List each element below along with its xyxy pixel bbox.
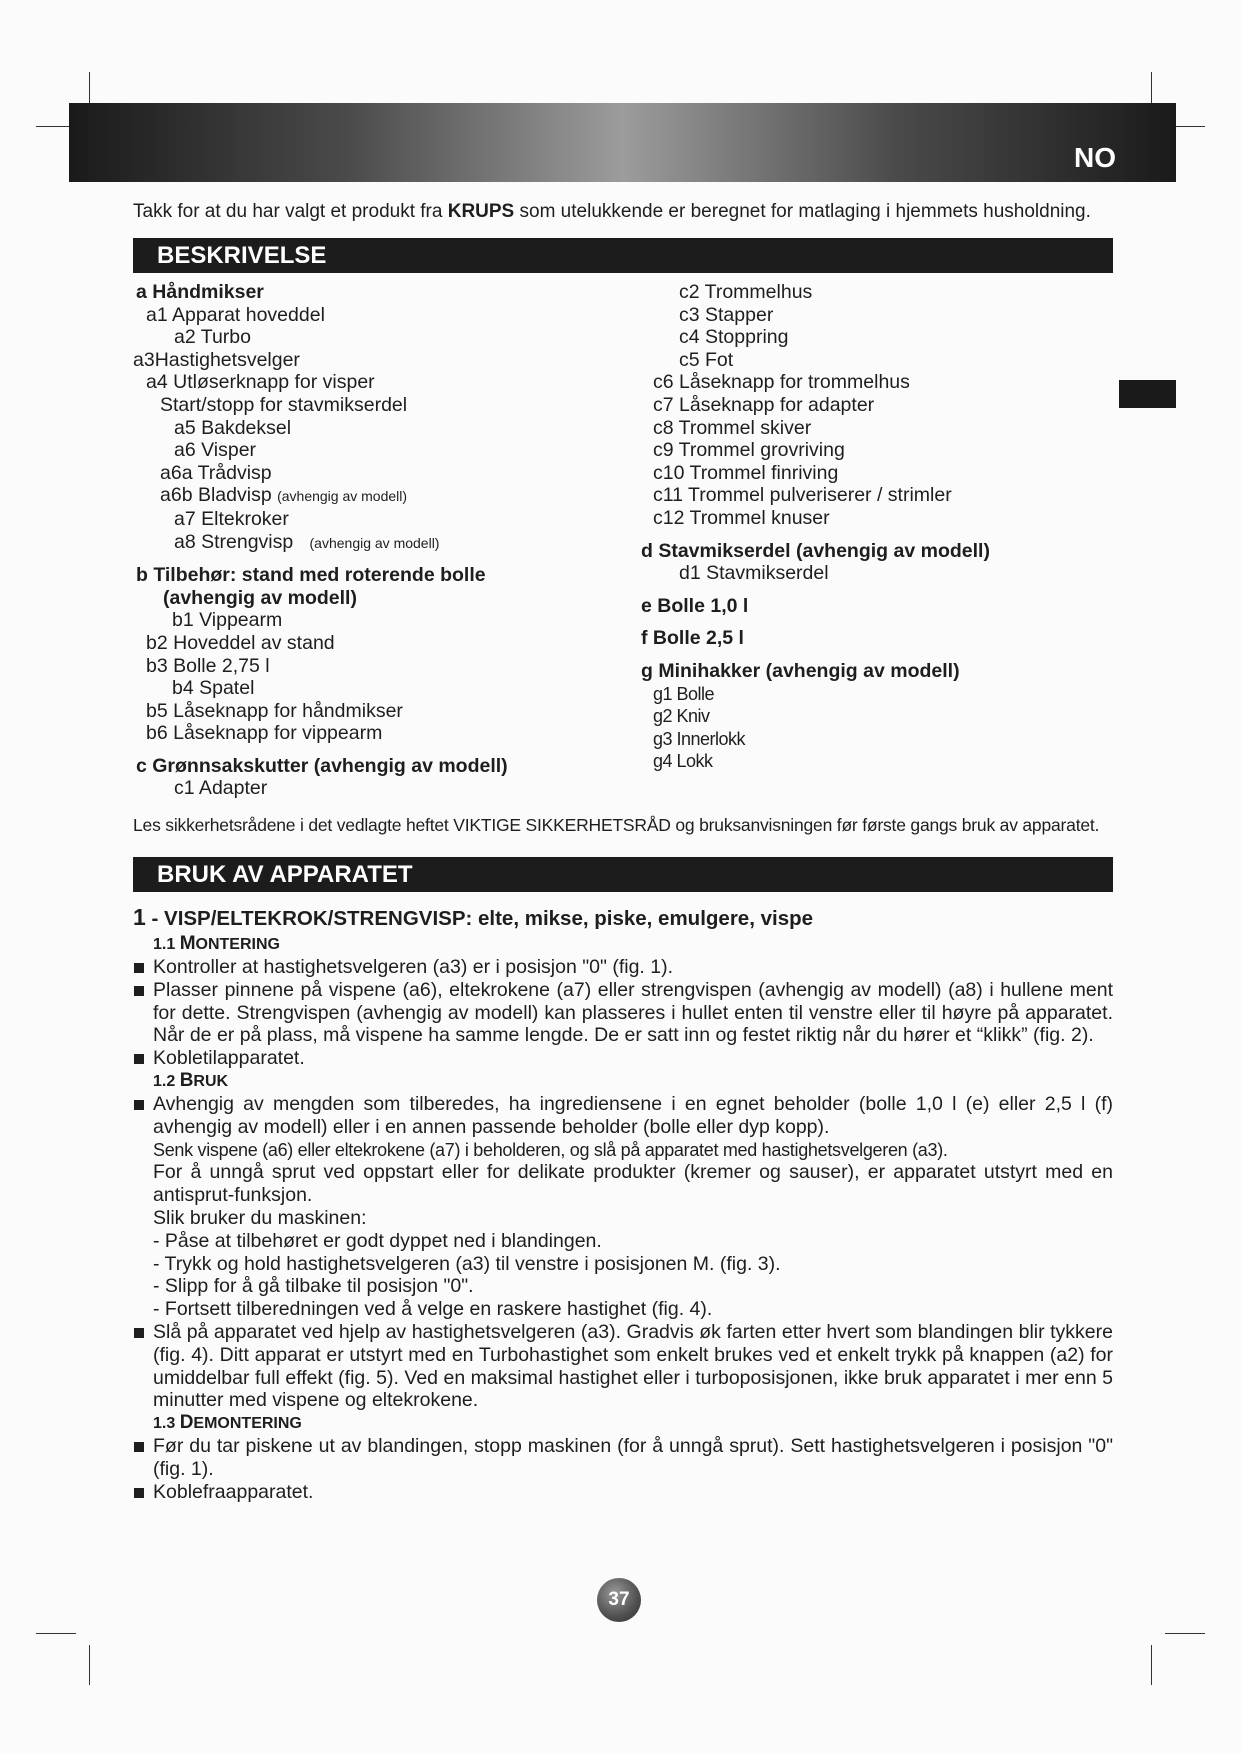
bullet-item: Avhengig av mengden som tilberedes, ha ingrediensene i en egnet beholder (bolle 1,0 l (e) eller 2,5 l (f) avhengig av modell) eller i en annen passende beholder (bolle eller dyp kopp).	[133, 1093, 1113, 1139]
crop-mark	[1165, 1633, 1205, 1634]
paragraph: For å unngå sprut ved oppstart eller for delikate produkter (kremer og sauser), er apparatet utstyrt med en antisprut-funksjon.	[153, 1161, 1113, 1207]
brand-name: KRUPS	[447, 201, 515, 222]
bullet-item: Slå på apparatet ved hjelp av hastighetsvelgeren (a3). Gradvis øk farten etter hvert som blandingen blir tykkere (fig. 4). Ditt apparat er utstyrt med en Turbohastighet som enkelt brukes ved et enkelt trykk på knappen (a2) for umiddelbar full effekt (fig. 5). Ved en maksimal hastighet eller i turboposisjonen, ikke bruk apparatet i mer enn 5 minutter med vispene og eltekrokene.	[133, 1321, 1113, 1412]
desc-item: c1 Adapter	[174, 777, 268, 800]
desc-item: c7 Låseknapp for adapter	[653, 393, 875, 416]
desc-item: a Håndmikser	[136, 281, 264, 303]
bullet-item: Kobletilapparatet.	[133, 1047, 1113, 1070]
desc-item: c10 Trommel finriving	[653, 461, 839, 484]
description-columns	[133, 281, 1113, 800]
desc-item: g3 Innerlokk	[653, 728, 746, 749]
desc-item: d1 Stavmikserdel	[679, 562, 829, 585]
desc-item: a3Hastighetsvelger	[133, 348, 300, 371]
subheading-montering: 1.1 MONTERING	[153, 933, 280, 955]
dash-item: - Fortsett tilberedningen ved å velge en raskere hastighet (fig. 4).	[153, 1298, 713, 1321]
bullet-item: Kontroller at hastighetsvelgeren (a3) er i posisjon "0" (fig. 1).	[133, 956, 1113, 979]
desc-item: a1 Apparat hoveddel	[146, 303, 325, 326]
desc-heading: c Grønnsakskutter (avhengig av modell)	[136, 754, 508, 777]
desc-item: b3 Bolle 2,75 l	[146, 654, 270, 677]
desc-item: a7 Eltekroker	[174, 507, 289, 530]
description-right-column	[641, 281, 990, 800]
dash-item: - Påse at tilbehøret er godt dyppet ned i blandingen.	[153, 1229, 602, 1252]
desc-heading: (avhengig av modell)	[163, 586, 357, 609]
desc-item: c8 Trommel skiver	[653, 416, 812, 439]
desc-heading: b Tilbehør: stand med roterende bolle	[136, 564, 486, 587]
desc-heading: e Bolle 1,0 l	[641, 594, 749, 617]
bullet-item: Koblefraapparatet.	[133, 1481, 1113, 1504]
desc-item: c4 Stoppring	[679, 326, 789, 349]
desc-item: c12 Trommel knuser	[653, 506, 830, 529]
intro-text: Takk for at du har valgt et produkt fra KRUPS som utelukkende er beregnet for matlaging i hjemmets husholdning.	[133, 201, 1091, 222]
crop-mark	[1151, 1645, 1152, 1685]
page-number-badge: 37	[597, 1578, 641, 1622]
desc-item: b6 Låseknapp for vippearm	[146, 722, 383, 745]
desc-item: c9 Trommel grovriving	[653, 439, 845, 462]
page-header-band	[69, 103, 1176, 182]
crop-mark	[36, 1633, 76, 1634]
desc-item: c2 Trommelhus	[679, 281, 813, 303]
desc-item: c5 Fot	[679, 348, 734, 371]
desc-item: a6a Trådvisp	[160, 461, 272, 484]
section-tab-marker	[1119, 380, 1176, 408]
language-code: NO	[1074, 142, 1116, 173]
desc-item: c3 Stapper	[679, 303, 774, 326]
desc-item: g1 Bolle	[653, 683, 715, 704]
description-left-column	[133, 281, 633, 800]
bullet-item: Før du tar piskene ut av blandingen, stopp maskinen (for å unngå sprut). Sett hastighetsvelgeren i posisjon "0" (fig. 1).	[133, 1435, 1113, 1481]
crop-mark	[89, 1645, 90, 1685]
dash-item: - Slipp for å gå tilbake til posisjon "0".	[153, 1275, 474, 1298]
subheading-demontering: 1.3 DEMONTERING	[153, 1412, 302, 1434]
safety-notice: Les sikkerhetsrådene i det vedlagte heftet VIKTIGE SIKKERHETSRÅD og bruksanvisningen før første gangs bruk av apparatet.	[133, 815, 1100, 836]
page-content	[133, 200, 1113, 1504]
desc-item: b4 Spatel	[172, 677, 255, 700]
desc-item: b5 Låseknapp for håndmikser	[146, 699, 403, 722]
desc-item: g4 Lokk	[653, 751, 713, 772]
desc-item: a6b Bladvisp (avhengig av modell)	[160, 484, 408, 507]
desc-item: a6 Visper	[174, 439, 257, 462]
bullet-item: Plasser pinnene på vispene (a6), eltekrokene (a7) eller strengvispen (avhengig av modell) (a8) i hullene ment for dette. Strengvispen (avhengig av modell) kan plasseres i hullet enten til venstre eller til høyre på apparatet. Når de er på plass, må vispene ha samme lengde. De er satt inn og festet riktig når du hører et “klikk” (fig. 2).	[133, 979, 1113, 1047]
section-heading-bruk: BRUK AV APPARATET	[133, 857, 1113, 892]
desc-item: a4 Utløserknapp for visper	[146, 371, 375, 394]
desc-item: c6 Låseknapp for trommelhus	[653, 371, 910, 394]
desc-item: a8 Strengvisp (avhengig av modell)	[174, 530, 440, 553]
usage-heading: 1 - VISP/ELTEKROK/STRENGVISP: elte, mikse, piske, emulgere, vispe	[133, 904, 814, 931]
paragraph: Senk vispene (a6) eller eltekrokene (a7) i beholderen, og slå på apparatet med hastighetsvelgeren (a3).	[153, 1139, 948, 1160]
section-heading-beskrivelse: BESKRIVELSE	[133, 238, 1113, 273]
desc-item: b1 Vippearm	[172, 609, 283, 632]
desc-item: Start/stopp for stavmikserdel	[160, 393, 408, 416]
desc-item: c11 Trommel pulveriserer / strimler	[653, 484, 952, 507]
desc-item: a2 Turbo	[174, 326, 251, 349]
desc-heading: g Minihakker (avhengig av modell)	[641, 659, 960, 682]
paragraph: Slik bruker du maskinen:	[153, 1207, 367, 1230]
desc-item: g2 Kniv	[653, 706, 710, 727]
dash-item: - Trykk og hold hastighetsvelgeren (a3) til venstre i posisjonen M. (fig. 3).	[153, 1252, 781, 1275]
desc-item: b2 Hoveddel av stand	[146, 631, 335, 654]
desc-heading: d Stavmikserdel (avhengig av modell)	[641, 539, 990, 562]
desc-item: a5 Bakdeksel	[174, 416, 292, 439]
subheading-bruk: 1.2 BRUK	[153, 1070, 229, 1092]
desc-heading: f Bolle 2,5 l	[641, 627, 744, 650]
